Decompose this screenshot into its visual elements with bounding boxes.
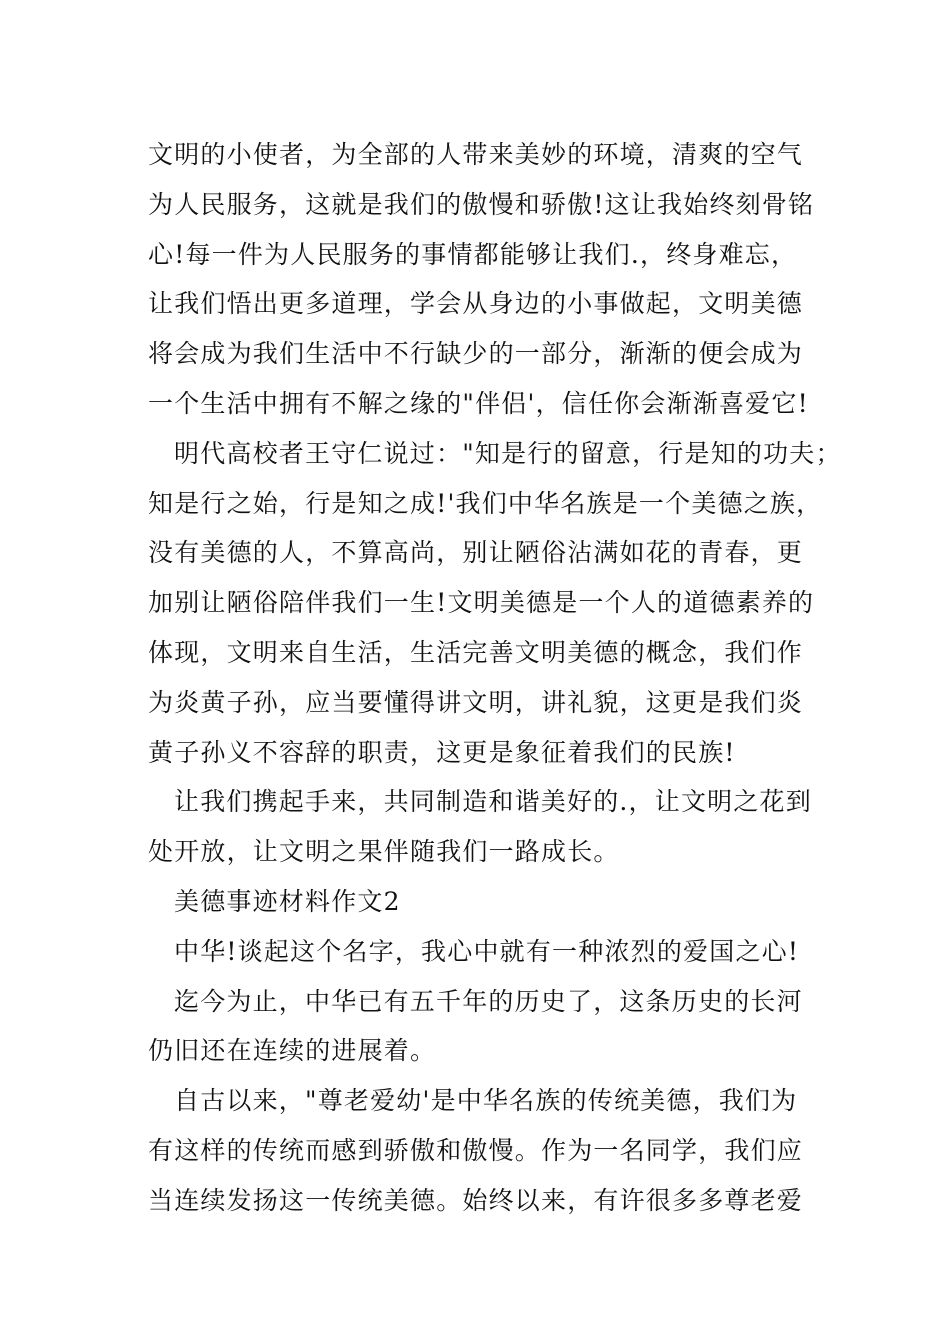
text-line: 没有美德的人，不算高尚，别让陋俗沾满如花的青春，更	[148, 538, 804, 568]
text-line: 美德事迹材料作文2	[174, 886, 401, 916]
text-line: 黄子孙义不容辞的职责，这更是象征着我们的民族!	[148, 737, 736, 767]
text-line: 体现，文明来自生活，生活完善文明美德的概念，我们作	[148, 637, 804, 667]
text-line: 一个生活中拥有不解之缘的"伴侣'，信任你会渐渐喜爱它!	[148, 388, 809, 418]
text-line: 迄今为止，中华已有五千年的历史了，这条历史的长河	[174, 986, 803, 1016]
text-line: 自古以来，"尊老爱幼'是中华名族的传统美德，我们为	[174, 1086, 798, 1116]
text-line: 处开放，让文明之果伴随我们一路成长。	[148, 837, 620, 867]
text-line: 中华!谈起这个名字，我心中就有一种浓烈的爱国之心!	[174, 936, 800, 966]
text-line: 文明的小使者，为全部的人带来美妙的环境，清爽的空气	[148, 140, 804, 169]
text-line: 仍旧还在连续的进展着。	[148, 1036, 437, 1066]
text-line: 当连续发扬这一传统美德。始终以来，有许很多多尊老爱	[148, 1185, 804, 1215]
text-line: 让我们悟出更多道理，学会从身边的小事做起，文明美德	[148, 289, 804, 319]
text-line: 让我们携起手来，共同制造和谐美好的.，让文明之花到	[174, 787, 812, 817]
body-text	[148, 130, 842, 1226]
text-line: 知是行之始，行是知之成!'我们中华名族是一个美德之族，	[148, 488, 823, 518]
text-line: 明代高校者王守仁说过："知是行的留意，行是知的功夫；	[174, 438, 842, 468]
text-line: 为人民服务，这就是我们的傲慢和骄傲!这让我始终刻骨铭	[148, 189, 815, 219]
text-line: 为炎黄子孙，应当要懂得讲文明，讲礼貌，这更是我们炎	[148, 687, 804, 717]
text-line: 将会成为我们生活中不行缺少的一部分，渐渐的便会成为	[148, 339, 804, 369]
text-line: 心!每一件为人民服务的事情都能够让我们.，终身难忘，	[148, 239, 798, 269]
text-line: 加别让陋俗陪伴我们一生!文明美德是一个人的道德素养的	[148, 588, 815, 618]
text-line: 有这样的传统而感到骄傲和傲慢。作为一名同学，我们应	[148, 1135, 804, 1165]
